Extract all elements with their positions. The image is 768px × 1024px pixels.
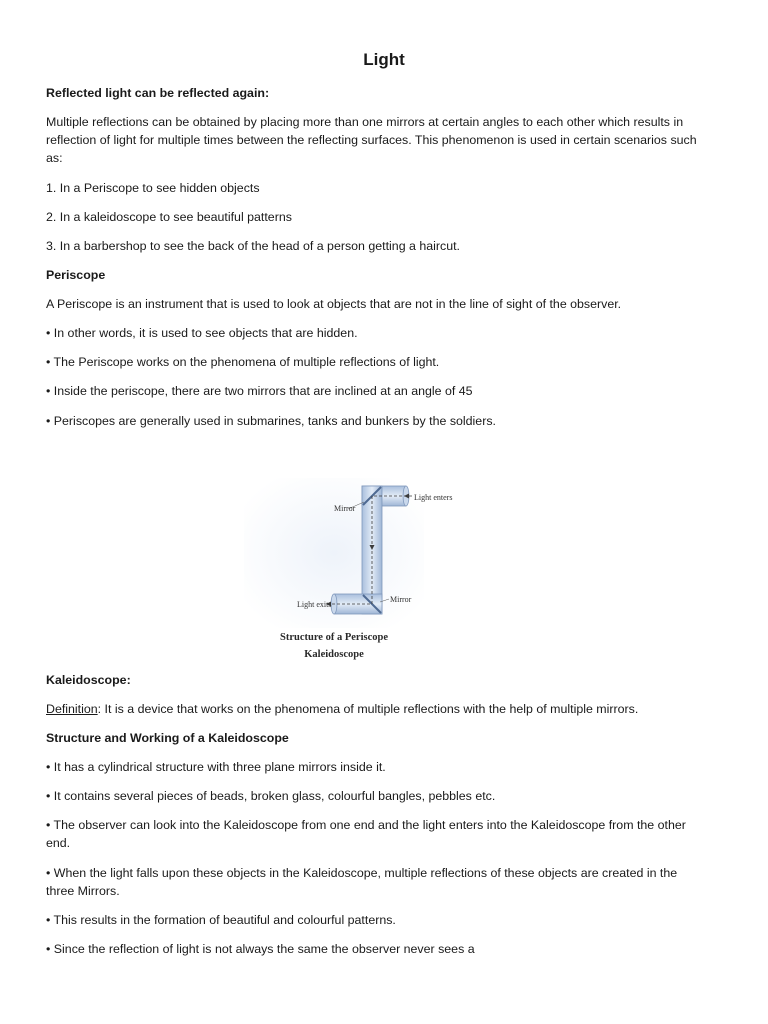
- periscope-heading: Periscope: [46, 268, 106, 282]
- intro-paragraph-line-3: as:: [46, 151, 63, 165]
- periscope-bullet-1: • In other words, it is used to see objects that are hidden.: [46, 326, 358, 340]
- section-heading-reflected-light: Reflected light can be reflected again:: [46, 86, 270, 100]
- light-enters-label: Light enters: [414, 493, 453, 502]
- periscope-bullet-3: • Inside the periscope, there are two mirrors that are inclined at an angle of 45: [46, 384, 473, 398]
- kaleidoscope-bullet-4-line-2: three Mirrors.: [46, 884, 120, 898]
- kaleidoscope-bullet-3-line-1: • The observer can look into the Kaleidoscope from one end and the light enters into the Kaleidoscope from the other: [46, 818, 686, 832]
- kaleidoscope-bullet-6: • Since the reflection of light is not always the same the observer never sees a: [46, 942, 475, 956]
- definition-text: : It is a device that works on the phenomena of multiple reflections with the help of multiple mirrors.: [97, 702, 639, 716]
- kaleidoscope-bullet-3-line-2: end.: [46, 836, 71, 850]
- intro-paragraph-line-2: reflection of light for multiple times between the reflecting surfaces. This phenomenon is used in certain scenarios such: [46, 133, 697, 147]
- periscope-definition: A Periscope is an instrument that is used to look at objects that are not in the line of sight of the observer.: [46, 297, 622, 311]
- periscope-diagram: [244, 478, 453, 663]
- list-item-periscope: 1. In a Periscope to see hidden objects: [46, 181, 260, 195]
- periscope-bullet-2: • The Periscope works on the phenomena of multiple reflections of light.: [46, 355, 440, 369]
- intro-paragraph-line-1: Multiple reflections can be obtained by placing more than one mirrors at certain angles to each other which results in: [46, 115, 684, 129]
- kaleidoscope-bullet-5: • This results in the formation of beautiful and colourful patterns.: [46, 913, 396, 927]
- kaleidoscope-bullet-2: • It contains several pieces of beads, broken glass, colourful bangles, pebbles etc.: [46, 789, 496, 803]
- kaleidoscope-heading: Kaleidoscope:: [46, 673, 131, 687]
- definition-label: Definition: [46, 702, 98, 716]
- kaleidoscope-bullet-1: • It has a cylindrical structure with three plane mirrors inside it.: [46, 760, 386, 774]
- kaleidoscope-subheading: Structure and Working of a Kaleidoscope: [46, 731, 289, 745]
- list-item-kaleidoscope: 2. In a kaleidoscope to see beautiful patterns: [46, 210, 292, 224]
- mirror-top-label: Mirror: [334, 504, 356, 513]
- figure-caption-line-2: Kaleidoscope: [304, 649, 364, 660]
- mirror-bottom-label: Mirror: [390, 595, 412, 604]
- document-title: Light: [363, 50, 405, 69]
- light-exits-label: Light exits: [297, 600, 332, 609]
- periscope-illustration: [244, 478, 453, 628]
- kaleidoscope-definition: [46, 700, 726, 718]
- periscope-bullet-4: • Periscopes are generally used in submarines, tanks and bunkers by the soldiers.: [46, 414, 496, 428]
- kaleidoscope-bullet-4-line-1: • When the light falls upon these objects in the Kaleidoscope, multiple reflections of these objects are created in the: [46, 866, 678, 880]
- list-item-barbershop: 3. In a barbershop to see the back of the head of a person getting a haircut.: [46, 239, 460, 253]
- figure-caption-line-1: Structure of a Periscope: [280, 632, 388, 643]
